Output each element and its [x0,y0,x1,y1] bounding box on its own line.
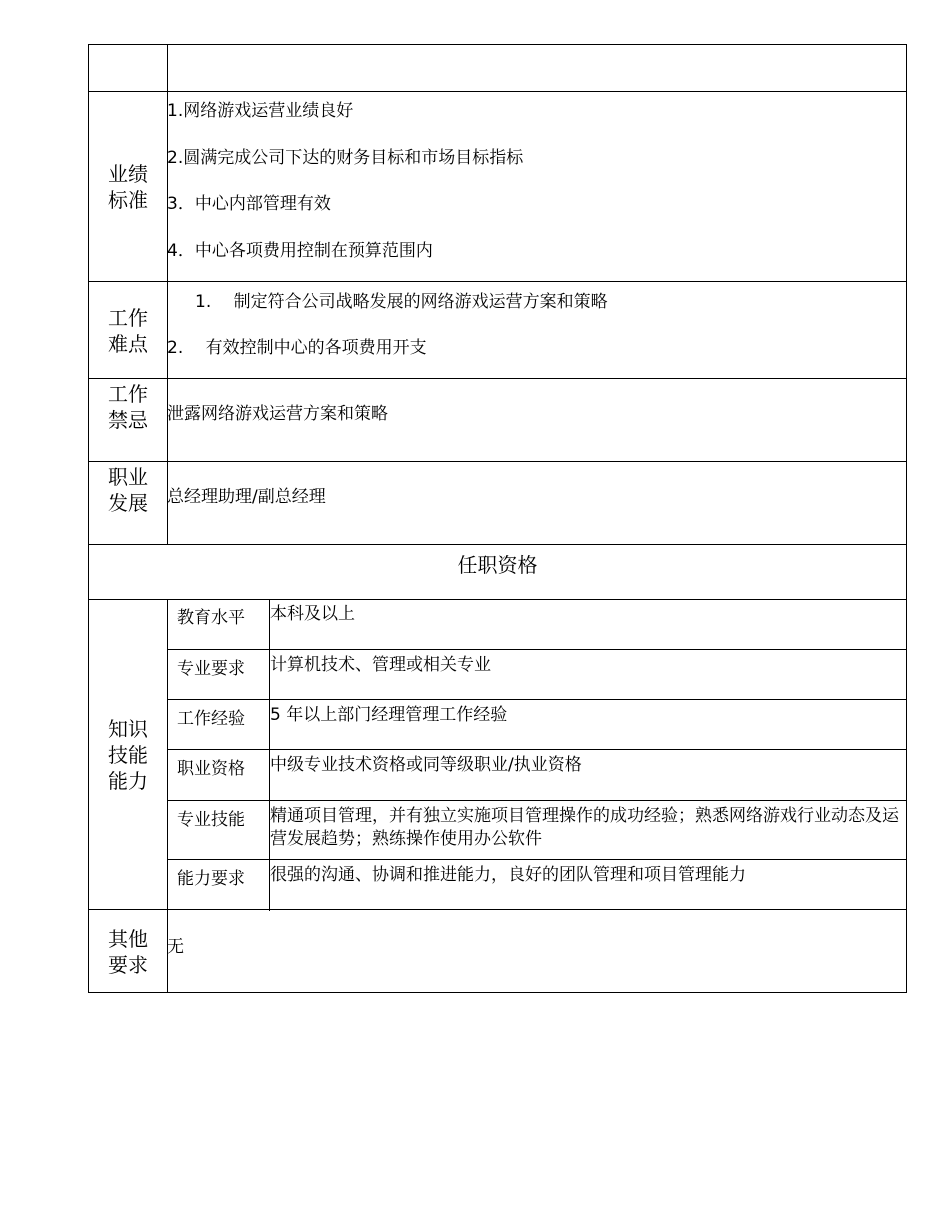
qualification-row [88,599,907,910]
qualification-key: 职业资格 [167,750,270,801]
other-text: 无 [167,937,184,957]
other-content [167,910,906,993]
career-row [88,461,907,545]
performance-label: 业绩标准 [89,92,168,282]
qualification-label: 知识技能能力 [89,600,168,910]
other-label: 其他要求 [89,910,168,993]
qualification-title-row [88,544,907,600]
table-bottom-border [88,992,907,993]
qualification-item-row [167,649,906,700]
taboo-label: 工作禁忌 [89,379,168,462]
qualification-key: 专业技能 [167,801,270,860]
performance-item: 4．中心各项费用控制在预算范围内 [167,241,433,261]
qualification-value: 精通项目管理，并有独立实施项目管理操作的成功经验；熟悉网络游戏行业动态及运营发展趋势；熟练操作使用办公软件 [270,806,899,849]
qualification-key: 教育水平 [167,599,270,649]
empty-top-row [88,44,907,92]
performance-item: 1.网络游戏运营业绩良好 [167,101,354,121]
performance-item: 3．中心内部管理有效 [167,194,331,214]
taboo-text: 泄露网络游戏运营方案和策略 [167,404,388,424]
qualification-title: 任职资格 [457,553,538,577]
difficulty-item: 1. 制定符合公司战略发展的网络游戏运营方案和策略 [195,292,608,312]
empty-label-cell [89,45,168,92]
difficulty-content [167,282,906,379]
difficulty-item: 2. 有效控制中心的各项费用开支 [167,338,427,358]
other-row [88,909,907,993]
qualification-item-row [167,599,906,649]
qualification-key: 能力要求 [167,860,270,911]
qualification-value: 5 年以上部门经理管理工作经验 [270,705,508,725]
qualification-value: 很强的沟通、协调和推进能力，良好的团队管理和项目管理能力 [270,865,746,885]
performance-row [88,91,907,282]
qualification-item-row [167,800,906,860]
career-text: 总经理助理/副总经理 [167,487,326,507]
taboo-content [167,379,906,462]
qualification-value: 本科及以上 [270,603,355,624]
qualification-value: 计算机技术、管理或相关专业 [270,655,491,675]
career-label: 职业发展 [89,462,168,545]
taboo-row [88,378,907,462]
qualification-key: 专业要求 [167,650,270,700]
qualification-table [167,600,906,910]
qualification-item-row [167,859,906,912]
qualification-key: 工作经验 [167,700,270,750]
difficulty-row [88,281,907,379]
qualification-item-row [167,699,906,750]
difficulty-label: 工作难点 [89,282,168,379]
performance-item: 2.圆满完成公司下达的财务目标和市场目标指标 [167,148,524,168]
qualification-value: 中级专业技术资格或同等级职业/执业资格 [270,755,582,775]
career-content [167,462,906,545]
qualification-item-row [167,749,906,801]
performance-content [167,92,906,282]
